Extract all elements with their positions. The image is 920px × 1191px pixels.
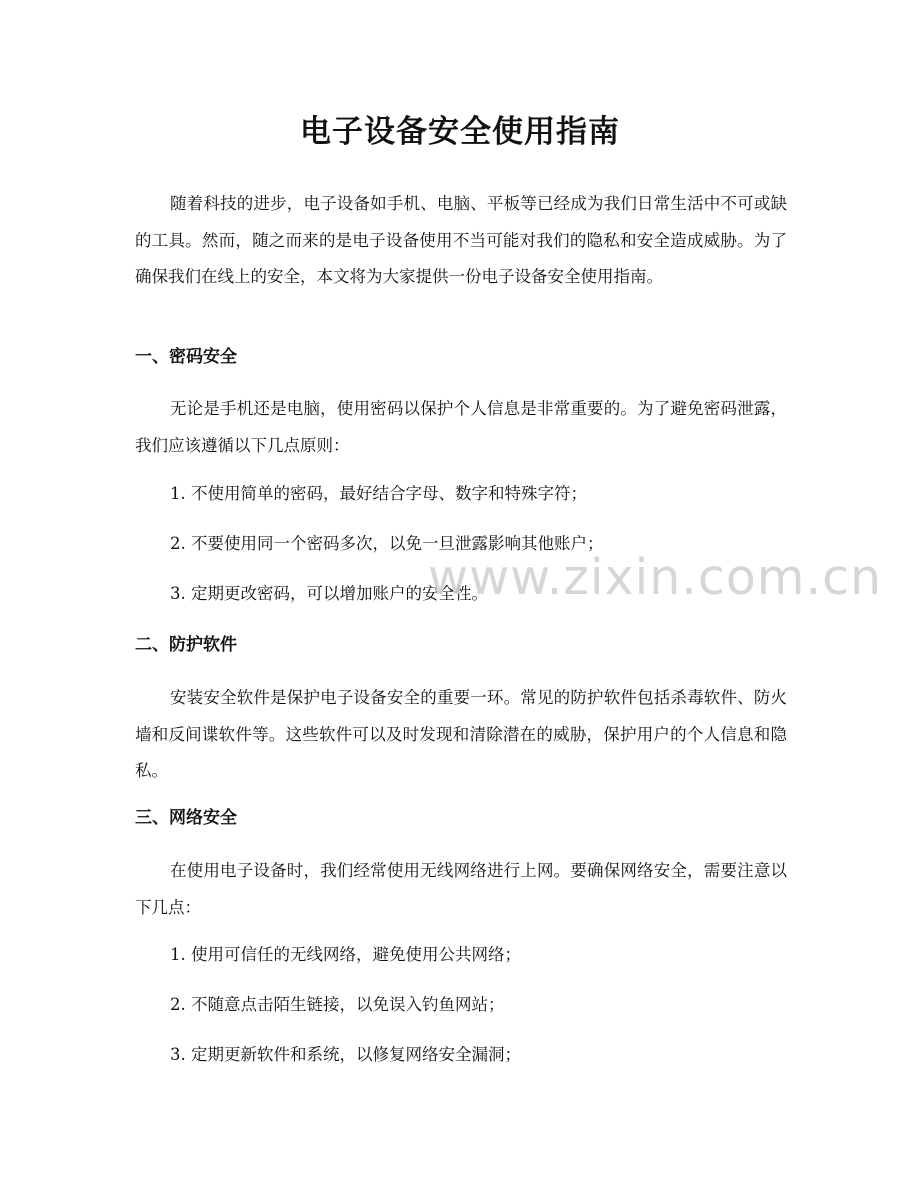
section-heading-network: 三、网络安全 (135, 808, 237, 828)
list-item: 1. 不使用简单的密码，最好结合字母、数字和特殊字符； (170, 484, 587, 503)
section-heading-protection: 二、防护软件 (135, 635, 237, 655)
list-item: 2. 不要使用同一个密码多次，以免一旦泄露影响其他账户； (170, 534, 604, 553)
section-paragraph-password: 无论是手机还是电脑，使用密码以保护个人信息是非常重要的。为了避免密码泄露，我们应该遵循以下几点原则： (135, 399, 787, 455)
watermark: www.zixin.com.cn (428, 549, 883, 606)
list-item: 3. 定期更改密码，可以增加账户的安全性。 (170, 584, 488, 603)
intro-paragraph: 随着科技的进步，电子设备如手机、电脑、平板等已经成为我们日常生活中不可或缺的工具。然而，随之而来的是电子设备使用不当可能对我们的隐私和安全造成威胁。为了确保我们在线上的安全，本文将为大家提供一份电子设备安全使用指南。 (135, 194, 787, 286)
list-item: 3. 定期更新软件和系统，以修复网络安全漏洞； (170, 1045, 521, 1064)
section-paragraph-network: 在使用电子设备时，我们经常使用无线网络进行上网。要确保网络安全，需要注意以下几点： (135, 861, 787, 917)
page-title: 电子设备安全使用指南 (300, 114, 620, 150)
section-heading-password: 一、密码安全 (135, 347, 237, 367)
list-item: 1. 使用可信任的无线网络，避免使用公共网络； (170, 945, 521, 964)
section-paragraph-protection: 安装安全软件是保护电子设备安全的重要一环。常见的防护软件包括杀毒软件、防火墙和反间谍软件等。这些软件可以及时发现和清除潜在的威胁，保护用户的个人信息和隐私。 (135, 688, 787, 780)
list-item: 2. 不随意点击陌生链接，以免误入钓鱼网站； (170, 995, 505, 1014)
